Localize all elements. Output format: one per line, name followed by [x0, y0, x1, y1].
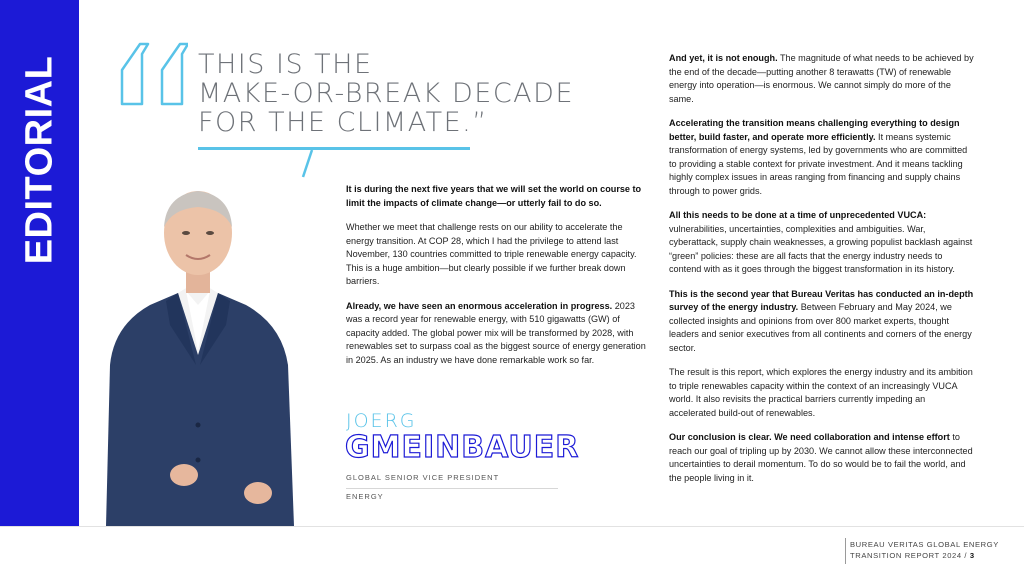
footer-bar — [845, 538, 846, 564]
pull-quote-line: MAKE-OR-BREAK DECADE — [198, 78, 575, 109]
author-title: GLOBAL SENIOR VICE PRESIDENT — [346, 473, 558, 489]
paragraph-text: The magnitude of what needs to be achieved by the end of the decade—putting another 8 terawatts (TW) of renewable energy into operation—is enormous. We cannot simply do more of the same. — [669, 53, 974, 104]
pull-quote-line: THIS IS THE — [198, 49, 373, 80]
open-quote-icon — [112, 40, 188, 110]
quote-underline — [198, 147, 470, 150]
body-column-middle — [346, 183, 646, 378]
paragraph — [346, 183, 646, 210]
paragraph — [346, 221, 646, 289]
section-label: EDITORIAL — [18, 55, 61, 265]
footer-divider — [0, 526, 1024, 527]
paragraph-text: Whether we meet that challenge rests on our ability to accelerate the energy transition. At COP 28, which I had the privilege to attend last November, 130 countries committed to triple renewable energy capacity. This is a huge ambition—but clearly possible if we further break down barriers. — [346, 222, 637, 286]
paragraph-text: to reach our goal of tripling up by 2030. We cannot allow these interconnected uncertainties to derail momentum. To do so would be to fail the world, and the people living in it. — [669, 432, 973, 483]
paragraph-lead: Accelerating the transition means challenging everything to design better, build faster, and operate more efficiently. — [669, 118, 960, 142]
paragraph-text: It means systemic transformation of energy systems, led by governments who are committed to providing a stable context for private investment. And it means tackling highly complex issues in areas ranging from financing and supply chains through to power grids. — [669, 131, 968, 196]
footer-report-title-line1: BUREAU VERITAS GLOBAL ENERGY — [850, 540, 999, 549]
paragraph — [669, 431, 974, 485]
paragraph-text: 2023 was a record year for renewable energy, with 510 gigawatts (GW) of capacity added. The global power mix will be transformed by 2028, with renewables set to surpass coal as the biggest source of energy generation in 2025. As an industry we have done remarkable work so far. — [346, 300, 646, 365]
body-column-right — [669, 52, 974, 496]
footer — [850, 539, 999, 561]
paragraph-lead: Already, we have seen an enormous acceleration in progress. — [346, 300, 613, 311]
paragraph-lead: It is during the next five years that we will set the world on course to limit the impacts of climate change—or utterly fail to do so. — [346, 184, 642, 208]
pull-quote-line: FOR THE CLIMATE.” — [198, 107, 488, 138]
author-last-name: GMEINBAUER — [345, 430, 580, 465]
paragraph — [669, 366, 974, 420]
footer-report-title-line2: TRANSITION REPORT 2024 — [850, 551, 962, 560]
footer-separator: / — [964, 551, 968, 560]
paragraph-lead: Our conclusion is clear. We need collaboration and intense effort — [669, 432, 950, 442]
paragraph — [669, 117, 974, 198]
paragraph-lead: This is the second year that Bureau Veritas has conducted an in-depth survey of the energy industry. — [669, 288, 974, 312]
pull-quote — [198, 50, 618, 137]
paragraph — [669, 209, 974, 277]
paragraph — [346, 300, 646, 368]
paragraph-text: Between February and May 2024, we collected insights and opinions from over 800 market experts, thought leaders and senior executives from all continents and corners of the energy sector. — [669, 302, 972, 353]
paragraph — [669, 52, 974, 106]
paragraph-lead: All this needs to be done at a time of unprecedented VUCA: — [669, 210, 927, 220]
page-number: 3 — [969, 551, 975, 560]
quote-pointer-icon — [300, 150, 314, 178]
paragraph — [669, 288, 974, 356]
paragraph-text: The result is this report, which explores the energy industry and its ambition to triple renewables capacity within the context of an increasingly VUCA world. It also revisits the practical barriers currently impeding an accelerated build-out of renewables. — [669, 367, 973, 418]
author-photo — [100, 175, 296, 526]
paragraph-lead: And yet, it is not enough. — [669, 53, 778, 63]
author-department: ENERGY — [346, 492, 384, 501]
author-first-name: JOERG — [346, 410, 417, 432]
paragraph-text: vulnerabilities, uncertainties, complexities and ambiguities. War, cyberattack, supply chain weaknesses, a growing populist backlash against “green” policies: these are all facts that the energy industry needs to contend with as it goes through the biggest transformation in its history. — [669, 223, 973, 274]
